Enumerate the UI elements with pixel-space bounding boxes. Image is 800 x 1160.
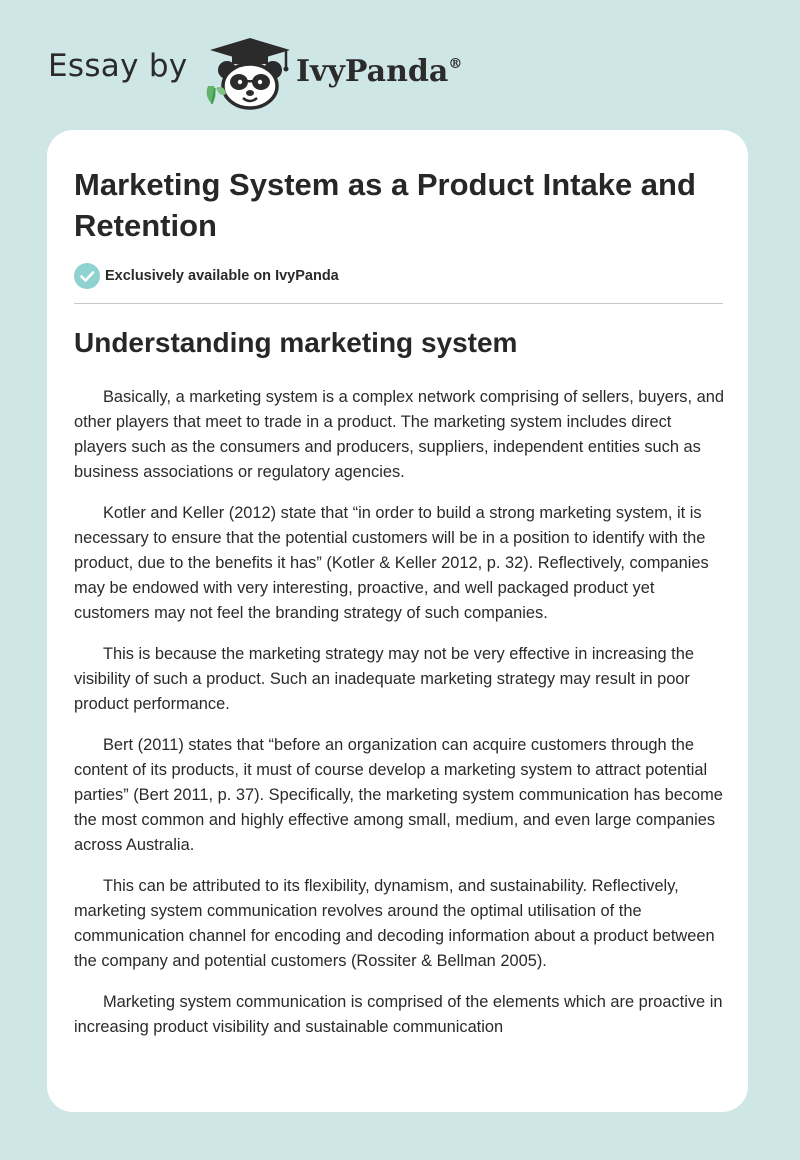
section-heading: Understanding marketing system (74, 327, 518, 358)
exclusive-badge (74, 263, 339, 289)
paragraph: Kotler and Keller (2012) state that “in order to build a strong marketing system, it is necessary to ensure that the potential customers will be in a position to identify with the product, due to the benefits it has” (Kotler & Keller 2012, p. 32). Reflectively, companies may be endowed with very interesting, proactive, and well packaged product yet customers may not feel the branding strategy of such companies. (74, 504, 709, 622)
essay-card (47, 130, 748, 1112)
paragraph: This is because the marketing strategy may not be very effective in increasing the visibility of such a product. Such an inadequate marketing strategy may result in poor product performance. (74, 645, 694, 713)
site-header (48, 34, 488, 110)
panda-graduate-icon[interactable] (202, 34, 298, 110)
brand-text: IvyPanda (296, 54, 449, 89)
essay-body (74, 385, 726, 1056)
paragraph: Basically, a marketing system is a complex network comprising of sellers, buyers, and other players that meet to trade in a product. The marketing system includes direct players such as the consumers and producers, suppliers, independent entities such as business associations or regulatory agencies. (74, 388, 724, 481)
paragraph: Marketing system communication is comprised of the elements which are proactive in increasing product visibility and sustainable communication (74, 993, 723, 1036)
paragraph: This can be attributed to its flexibility, dynamism, and sustainability. Reflectively, marketing system communication revolves around the optimal utilisation of the communication channel for encoding and decoding information about a product between the company and potential customers (Rossiter & Bellman 2005). (74, 877, 715, 970)
divider (74, 303, 723, 304)
check-circle-icon (74, 263, 100, 289)
essay-by-label: Essay by (48, 48, 188, 84)
registered-mark: ® (448, 56, 463, 72)
page-title: Marketing System as a Product Intake and Retention (74, 167, 696, 243)
badge-text: Exclusively available on IvyPanda (105, 268, 339, 284)
brand-name[interactable] (296, 54, 462, 89)
paragraph: Bert (2011) states that “before an organization can acquire customers through the content of its products, it must of course develop a marketing system to attract potential parties” (Bert 2011, p. 37). Specifically, the marketing system communication has become the most common and highly effective among small, medium, and even large companies across Australia. (74, 736, 723, 854)
